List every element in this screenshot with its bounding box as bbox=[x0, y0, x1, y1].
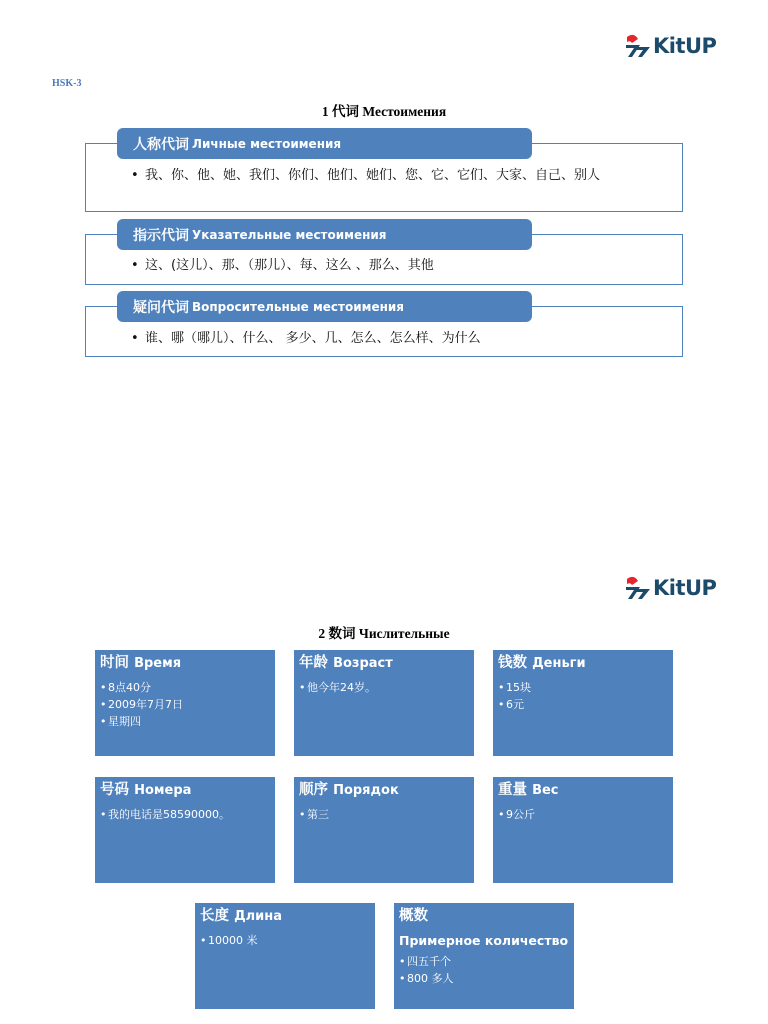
tile-list bbox=[299, 679, 469, 696]
tile-list bbox=[100, 806, 270, 823]
tile-title-ru: Возраст bbox=[333, 656, 393, 671]
tile-title bbox=[200, 906, 370, 927]
list-item: • 四五千个 bbox=[399, 953, 569, 970]
list-item: • 2009年7月7日 bbox=[100, 696, 270, 713]
group-title-ru: Указательные местоимения bbox=[192, 227, 387, 242]
section1-title: 1 代词 Местоимения bbox=[321, 104, 447, 119]
tile-title bbox=[100, 653, 270, 674]
kitup-logo-text: KitUP bbox=[653, 34, 717, 58]
group-title-zh: 疑问代词 bbox=[133, 299, 189, 316]
tile-title-zh: 年龄 bbox=[299, 655, 328, 671]
list-item: • 800 多人 bbox=[399, 970, 569, 987]
tile-title bbox=[299, 780, 469, 801]
group-title-ru: Личные местоимения bbox=[192, 136, 342, 151]
kitup-swirl-icon bbox=[624, 575, 652, 601]
numeral-tile-order bbox=[294, 777, 474, 883]
tile-list bbox=[100, 679, 270, 730]
list-item: • 9公斤 bbox=[498, 806, 668, 823]
tile-list bbox=[200, 932, 370, 949]
tile-list bbox=[498, 679, 668, 713]
tile-title-zh: 钱数 bbox=[498, 655, 527, 671]
tile-title-ru: Длина bbox=[234, 909, 283, 924]
list-item: • 8点40分 bbox=[100, 679, 270, 696]
tile-title bbox=[100, 780, 270, 801]
group-title-zh: 指示代词 bbox=[133, 227, 189, 244]
tile-title bbox=[399, 906, 569, 926]
numeral-tile-approximate bbox=[394, 903, 574, 1009]
tile-title bbox=[299, 653, 469, 674]
tile-subtitle: Примерное количество bbox=[399, 933, 569, 948]
tile-title bbox=[498, 653, 668, 674]
tile-title-zh: 号码 bbox=[100, 782, 129, 798]
tile-list bbox=[299, 806, 469, 823]
list-item: • 他今年24岁。 bbox=[299, 679, 469, 696]
pronoun-list-interrogative bbox=[130, 330, 650, 348]
tile-title-ru: Время bbox=[134, 656, 182, 671]
tile-title-zh: 长度 bbox=[200, 908, 229, 924]
kitup-logo bbox=[624, 33, 716, 59]
list-item: • 第三 bbox=[299, 806, 469, 823]
list-item: • 星期四 bbox=[100, 713, 270, 730]
tile-list bbox=[498, 806, 668, 823]
pronoun-list-demonstrative bbox=[130, 257, 650, 275]
hsk-level-tag: HSK-3 bbox=[52, 78, 82, 89]
tile-title-ru: Порядок bbox=[333, 783, 399, 798]
tile-title-zh: 顺序 bbox=[299, 782, 328, 798]
pronoun-group-interrogative-header bbox=[117, 291, 532, 322]
tile-title-zh: 时间 bbox=[100, 655, 129, 671]
numeral-tile-weight bbox=[493, 777, 673, 883]
tile-list bbox=[399, 953, 569, 987]
pronoun-list-personal bbox=[130, 167, 650, 185]
list-item: • 10000 米 bbox=[200, 932, 370, 949]
kitup-logo bbox=[624, 575, 716, 601]
numeral-tile-time bbox=[95, 650, 275, 756]
group-title-zh: 人称代词 bbox=[133, 136, 189, 153]
tile-title-ru: Вес bbox=[532, 783, 559, 798]
tile-title-zh: 重量 bbox=[498, 782, 527, 798]
kitup-swirl-icon bbox=[624, 33, 652, 59]
list-item: • 这、(这儿）、那、（那儿）、每、这么 、那么、其他 bbox=[130, 257, 650, 275]
numeral-tile-age bbox=[294, 650, 474, 756]
pronoun-group-demonstrative-header bbox=[117, 219, 532, 250]
tile-title bbox=[498, 780, 668, 801]
group-title-ru: Вопросительные местоимения bbox=[192, 299, 404, 314]
list-item: • 15块 bbox=[498, 679, 668, 696]
numeral-tile-numbers bbox=[95, 777, 275, 883]
list-item: • 我的电话是58590000。 bbox=[100, 806, 270, 823]
numeral-tile-money bbox=[493, 650, 673, 756]
list-item: • 我、你、他、她、我们、你们、他们、她们、您、它、它们、大家、自己、别人 bbox=[130, 167, 650, 185]
numeral-tile-length bbox=[195, 903, 375, 1009]
list-item: • 谁、哪（哪儿）、什么、 多少、几、怎么、怎么样、为什么 bbox=[130, 330, 650, 348]
section2-title: 2 数词 Числительные bbox=[318, 626, 450, 641]
pronoun-group-personal-header bbox=[117, 128, 532, 159]
tile-title-ru: Деньги bbox=[532, 656, 586, 671]
tile-title-zh: 概数 bbox=[399, 908, 428, 924]
list-item: • 6元 bbox=[498, 696, 668, 713]
kitup-logo-text: KitUP bbox=[653, 576, 717, 600]
tile-title-ru: Номера bbox=[134, 783, 192, 798]
